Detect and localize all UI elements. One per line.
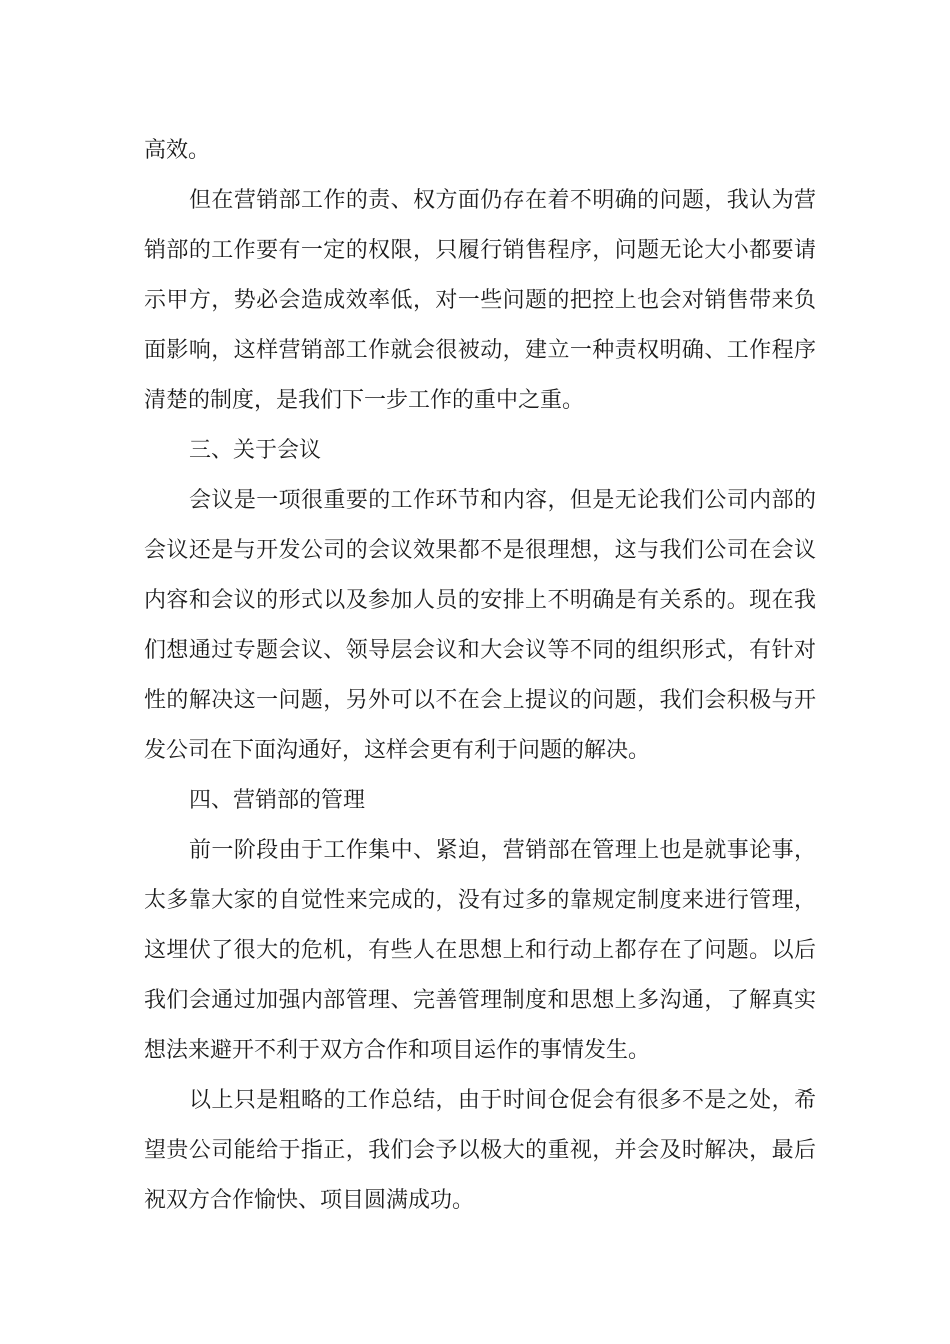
paragraph-meetings: 会议是一项很重要的工作环节和内容，但是无论我们公司内部的会议还是与开发公司的会议效果都不是很理想，这与我们公司在会议内容和会议的形式以及参加人员的安排上不明确是有关系的。现在我们想通过专题会议、领导层会议和大会议等不同的组织形式，有针对性的解决这一问题，另外可以不在会上提议的问题，我们会积极与开发公司在下面沟通好，这样会更有利于问题的解决。	[144, 488, 816, 763]
paragraph-management: 前一阶段由于工作集中、紧迫，营销部在管理上也是就事论事，太多靠大家的自觉性来完成的，没有过多的靠规定制度来进行管理，这埋伏了很大的危机，有些人在思想上和行动上都存在了问题。以后我们会通过加强内部管理、完善管理制度和思想上多沟通，了解真实想法来避开不利于双方合作和项目运作的事情发生。	[144, 838, 816, 1063]
document-body	[144, 126, 816, 1226]
paragraph-conclusion: 以上只是粗略的工作总结，由于时间仓促会有很多不是之处，希望贵公司能给于指正，我们会予以极大的重视，并会及时解决，最后祝双方合作愉快、项目圆满成功。	[144, 1088, 816, 1213]
section-heading-management: 四、营销部的管理	[189, 788, 366, 813]
paragraph-authority-issue: 但在营销部工作的责、权方面仍存在着不明确的问题，我认为营销部的工作要有一定的权限，只履行销售程序，问题无论大小都要请示甲方，势必会造成效率低，对一些问题的把控上也会对销售带来负面影响，这样营销部工作就会很被动，建立一种责权明确、工作程序清楚的制度，是我们下一步工作的重中之重。	[144, 188, 816, 413]
paragraph-continuation: 高效。	[144, 138, 211, 163]
section-heading-meetings: 三、关于会议	[189, 438, 322, 463]
